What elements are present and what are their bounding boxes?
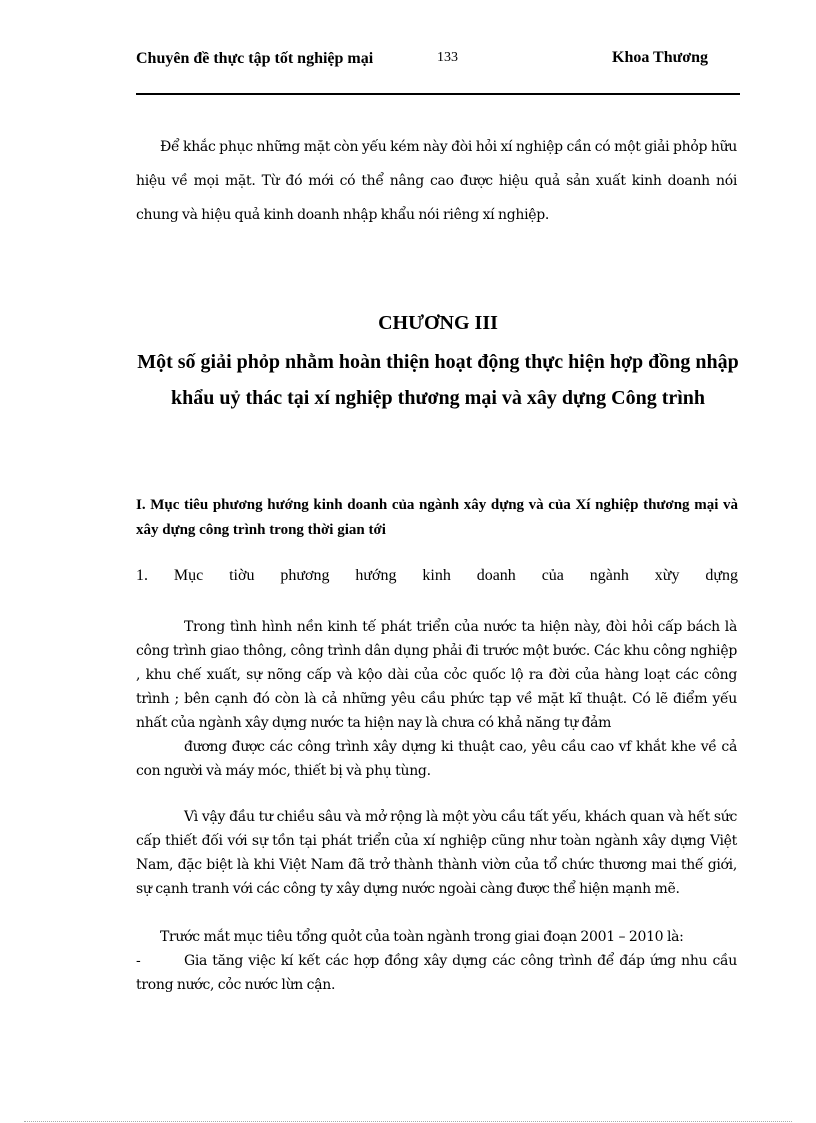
body-paragraph-2 xyxy=(136,615,737,783)
list-item-text: Gia tăng việc kí kết các hợp đồng xây dựng các công trình để đáp ứng nhu cầu trong nước, cỏc nước lừn cận. xyxy=(136,953,737,993)
body-paragraph-2-continued: đương được các công trình xây dựng ki thuật cao, yêu cầu cao vf khắt khe về cả con người và máy móc, thiết bị và phụ tùng. xyxy=(136,739,737,779)
body-paragraph-4: Trước mắt mục tiêu tổng quỏt của toàn ngành trong giai đoạn 2001 – 2010 là: xyxy=(160,929,684,945)
page-number: 133 xyxy=(437,50,458,65)
header-left-title: Chuyên đề thực tập tốt nghiệp mại xyxy=(136,50,374,67)
list-item xyxy=(136,949,737,997)
section-heading: I. Mục tiêu phương hướng kinh doanh của ngành xây dựng và của Xí nghiệp thương mại và xây dựng công trình trong thời gian tới xyxy=(136,497,738,538)
body-paragraph-2-start: Trong tình hình nền kinh tế phát triển của nước ta hiện này, đòi hỏi cấp bách là công trình giao thông, công trình dân dụng phải đi trước một bước. Các khu công nghiệp , khu chế xuất, sự nõng cấp và kộo dài của cỏc quốc lộ ra đời của hàng loạt các công trình ; bên cạnh đó còn là cả những yêu cầu phức tạp về mặt kĩ thuật. Có lẽ điểm yếu nhất của ngành xây dựng nước ta hiện nay là chưa có khả năng tự đảm xyxy=(136,619,737,731)
list-item-marker: - xyxy=(136,953,141,969)
subsection-heading: 1. Mục tiờu phương hướng kinh doanh của ngành xừy dựng xyxy=(136,567,738,584)
body-paragraph-3: Vì vậy đầu tư chiều sâu và mở rộng là một yờu cầu tất yếu, khách quan và hết sức cấp thiết đối với sự tồn tại phát triển của xí nghiệp cũng như toàn ngành xây dựng Việt Nam, đặc biệt là khi Việt Nam đã trở thành thành viờn của tổ chức thương mai thế giới, sự cạnh tranh với các công ty xây dựng nước ngoài càng được thể hiện mạnh mẽ. xyxy=(136,809,737,897)
header-right-title: Khoa Thương xyxy=(612,49,708,66)
page-bottom-edge xyxy=(24,1121,792,1122)
intro-paragraph: Để khắc phục những mặt còn yếu kém này đòi hỏi xí nghiệp cần có một giải phỏp hữu hiệu về mọi mặt. Từ đó mới có thể nâng cao được hiệu quả sản xuất kinh doanh nói chung và hiệu quả kinh doanh nhập khẩu nói riêng xí nghiệp. xyxy=(136,139,737,223)
chapter-number: CHƯƠNG III xyxy=(378,312,498,334)
chapter-title: Một số giải phỏp nhằm hoàn thiện hoạt động thực hiện hợp đồng nhập khẩu uỷ thác tại xí nghiệp thương mại và xây dựng Công trình xyxy=(137,351,739,409)
header-divider xyxy=(136,93,740,95)
